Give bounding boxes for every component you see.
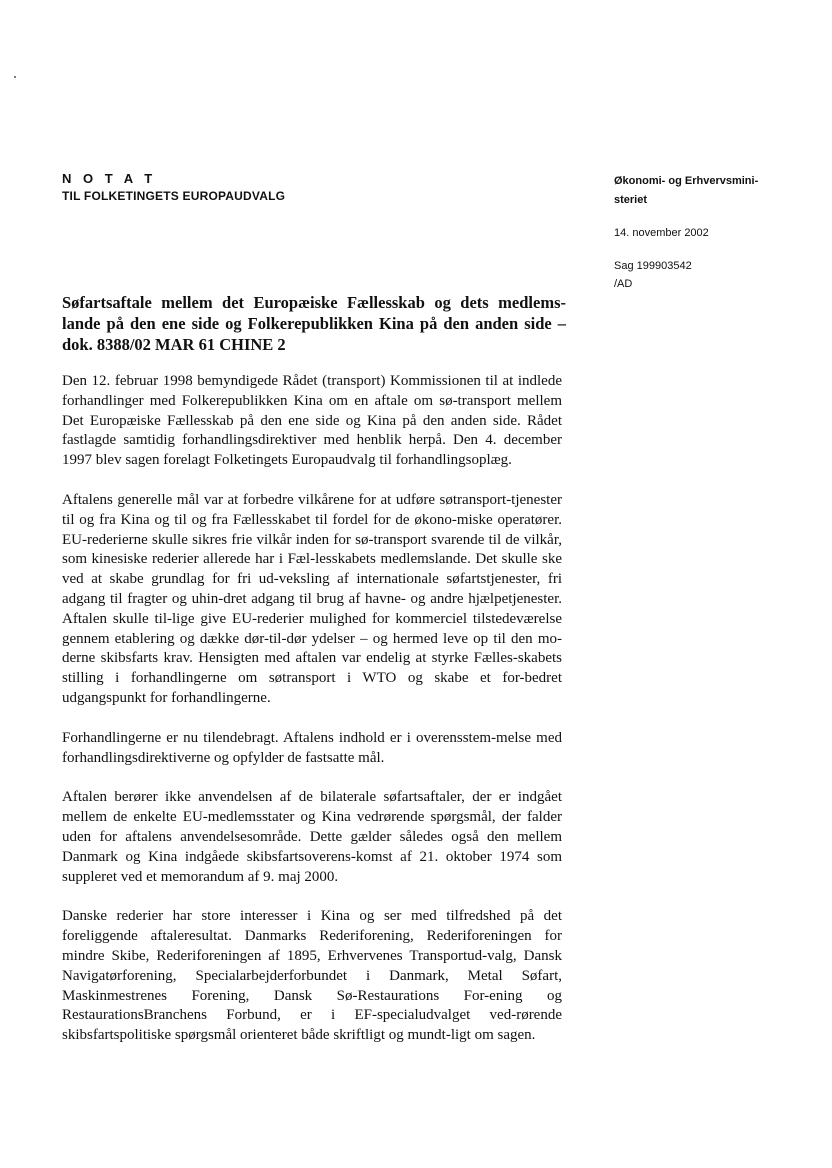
reference-initials: /AD xyxy=(614,278,633,290)
sidebar-metadata xyxy=(614,172,814,290)
document-body xyxy=(62,372,562,1066)
document-heading: Søfartsaftale mellem det Europæiske Fællesskab og dets medlems-lande på den ene side og Folkerepublikken Kina på den anden side – dok. 8388/02 MAR 61 CHINE 2 xyxy=(62,293,566,354)
body-paragraph: Aftalen berører ikke anvendelsen af de bilaterale søfartsaftaler, der er indgået mellem de enkelte EU-medlemsstater og Kina vedrørende spørgsmål, der falder uden for aftalens anvendelsesområde. Dette gælder således også den mellem Danmark og Kina indgåede skibsfartsoverens-komst af 21. oktober 1974 som suppleret ved et memorandum af 9. maj 2000. xyxy=(62,789,562,885)
body-paragraph: Den 12. februar 1998 bemyndigede Rådet (transport) Kommissionen til at indlede forhandlinger med Folkerepublikken Kina om en aftale om sø-transport mellem Det Europæiske Fællesskab på den ene side og Kina på den anden side. Rådet fastlagde samtidig forhandlingsdirektiver med henblik herpå. Den 4. december 1997 blev sagen forelagt Folketingets Europaudvalg til forhandlingsoplæg. xyxy=(62,373,562,469)
scan-speck xyxy=(14,76,16,78)
memo-title: N O T A T xyxy=(62,171,157,186)
body-paragraph: Aftalens generelle mål var at forbedre vilkårene for at udføre søtransport-tjenester til og fra Kina og til og fra Fællesskabet til fordel for de økono-miske operatører. EU-rederierne skulle sikres frie vilkår inden for sø-transport svarende til de vilkår, som kinesiske rederier allerede har i Fæl-lesskabets medlemslande. Det skulle ske ved at skabe grundlag for fri ud-veksling af internationale søfartstjenester, fri adgang til fragter og uhin-dret adgang til brug af havne- og andre hjælpetjenester. Aftalen skulle til-lige give EU-rederier mulighed for kommerciel tilstedeværelse gennem etablering og dække dør-til-dør ydelser – og hermed leve op til den mo-derne skibsfarts krav. Hensigten med aftalen var endelig at styrke Fælles-skabets stilling i forhandlingerne om søtransport i WTO og skabe et for-bedret udgangspunkt for forhandlingerne. xyxy=(62,491,562,706)
document-date: 14. november 2002 xyxy=(614,227,709,239)
case-number: Sag 199903542 xyxy=(614,260,692,272)
body-paragraph: Danske rederier har store interesser i Kina og ser med tilfredshed på det foreliggende aftaleresultat. Danmarks Rederiforening, Rederiforeningen for mindre Skibe, Rederiforeningen af 1895, Erhvervenes Transportud-valg, Dansk Navigatørforening, Specialarbejderforbundet i Danmark, Metal Søfart, Maskinmestrenes Forening, Dansk Sø-Restaurations For-ening og RestaurationsBranchens Forbund, er i EF-specialudvalget ved-rørende skibsfartspolitiske spørgsmål orienteret både skriftligt og mundt-ligt om sagen. xyxy=(62,908,562,1044)
memo-recipient: TIL FOLKETINGETS EUROPAUDVALG xyxy=(62,189,286,203)
body-paragraph: Forhandlingerne er nu tilendebragt. Aftalens indhold er i overensstem-melse med forhandlingsdirektiverne og opfylder de fastsatte mål. xyxy=(62,729,562,766)
ministry-name: Økonomi- og Erhvervsmini-steriet xyxy=(614,175,759,206)
